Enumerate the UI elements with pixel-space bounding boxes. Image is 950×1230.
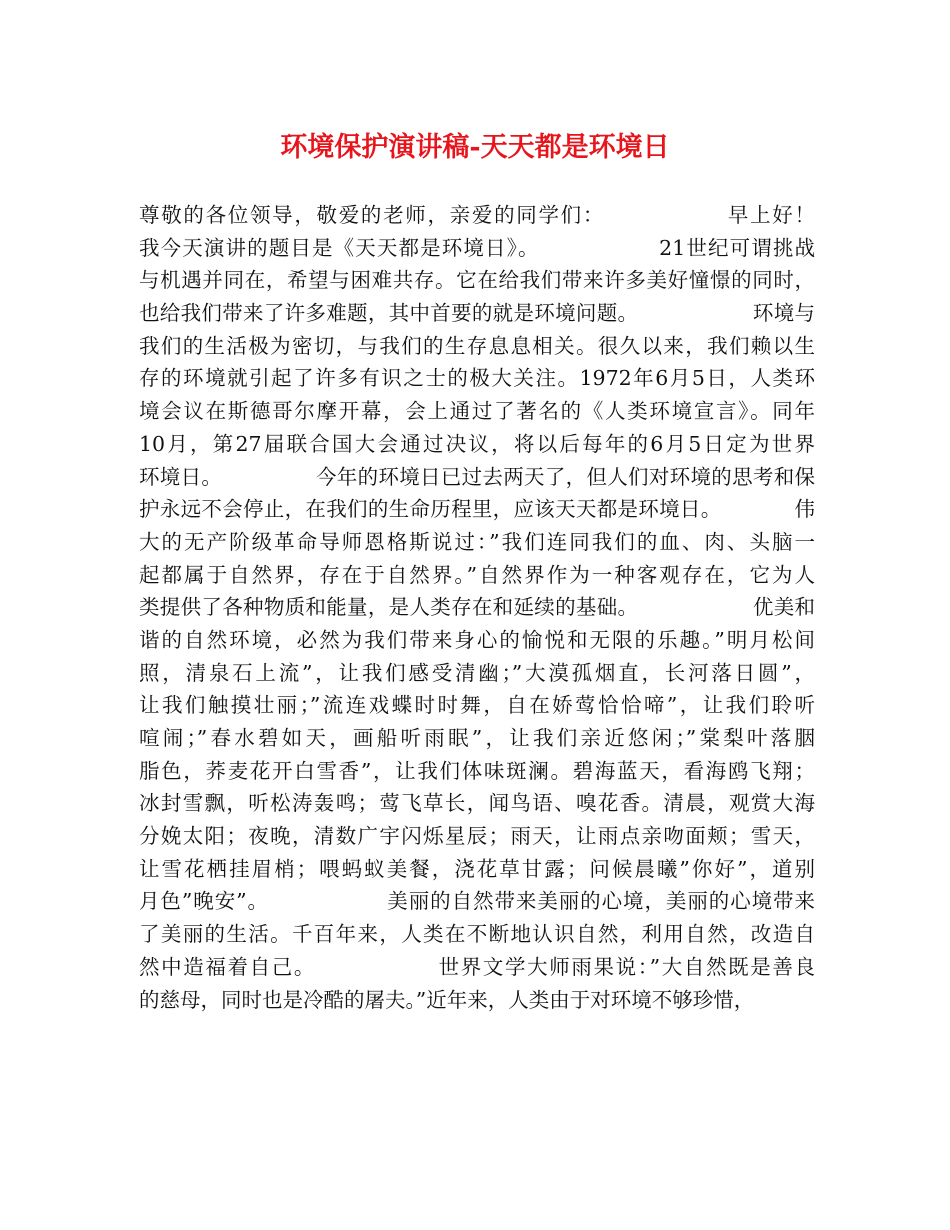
body-line: 存的环境就引起了许多有识之士的极大关注。1972年6月5日，人类环 (139, 366, 815, 391)
speech-body (139, 199, 815, 1016)
body-line: 让我们触摸壮丽；”流连戏蝶时时舞，自在娇莺恰恰啼”，让我们聆听 (139, 693, 815, 718)
body-line: 让雪花栖挂眉梢；喂蚂蚁美餐，浇花草甘露；问候晨曦”你好”，道别 (139, 856, 815, 881)
body-line: 环境日。 今年的环境日已过去两天了，但人们对环境的思考和保 (139, 464, 815, 489)
body-line: 喧闹；”春水碧如天，画船听雨眠”，让我们亲近悠闲；”棠梨叶落胭 (139, 726, 815, 750)
body-line: 分娩太阳；夜晚，清数广宇闪烁星辰；雨天，让雨点亲吻面颊；雪天， (139, 824, 815, 849)
body-line: 境会议在斯德哥尔摩开幕，会上通过了著名的《人类环境宣言》。同年 (139, 399, 815, 424)
body-line: 10月，第27届联合国大会通过决议，将以后每年的6月5日定为世界 (139, 431, 815, 456)
body-line: 也给我们带来了许多难题，其中首要的就是环境问题。 环境与 (139, 301, 815, 326)
document-title: 环境保护演讲稿-天天都是环境日 (280, 132, 670, 163)
body-line: 大的无产阶级革命导师恩格斯说过：”我们连同我们的血、肉、头脑一 (139, 529, 815, 554)
body-line: 了美丽的生活。千百年来，人类在不断地认识自然，利用自然，改造自 (139, 922, 815, 947)
body-line: 与机遇并同在，希望与困难共存。它在给我们带来许多美好憧憬的同时， (139, 268, 815, 293)
body-line: 起都属于自然界，存在于自然界。”自然界作为一种客观存在，它为人 (139, 562, 815, 587)
body-line: 我今天演讲的题目是《天天都是环境日》。 21世纪可谓挑战 (139, 235, 815, 260)
body-line: 类提供了各种物质和能量，是人类存在和延续的基础。 优美和 (139, 595, 815, 620)
body-line: 月色”晚安”。 美丽的自然带来美丽的心境，美丽的心境带来 (139, 889, 815, 914)
body-line: 尊敬的各位领导，敬爱的老师，亲爱的同学们： 早上好！ (139, 203, 815, 227)
body-line: 谐的自然环境，必然为我们带来身心的愉悦和无限的乐趣。”明月松间 (139, 627, 815, 652)
body-line: 护永远不会停止，在我们的生命历程里，应该天天都是环境日。 伟 (139, 497, 815, 522)
body-line: 然中造福着自己。 世界文学大师雨果说：”大自然既是善良 (139, 954, 815, 979)
body-line: 照，清泉石上流”，让我们感受清幽；”大漠孤烟直，长河落日圆”， (139, 660, 815, 685)
body-line: 的慈母，同时也是冷酷的屠夫。”近年来，人类由于对环境不够珍惜， (139, 987, 755, 1012)
body-line: 脂色，荞麦花开白雪香”，让我们体味斑澜。碧海蓝天，看海鸥飞翔； (139, 758, 815, 783)
body-line: 我们的生活极为密切，与我们的生存息息相关。很久以来，我们赖以生 (139, 333, 815, 358)
body-line: 冰封雪飘，听松涛轰鸣；莺飞草长，闻鸟语、嗅花香。清晨，观赏大海 (139, 791, 815, 816)
